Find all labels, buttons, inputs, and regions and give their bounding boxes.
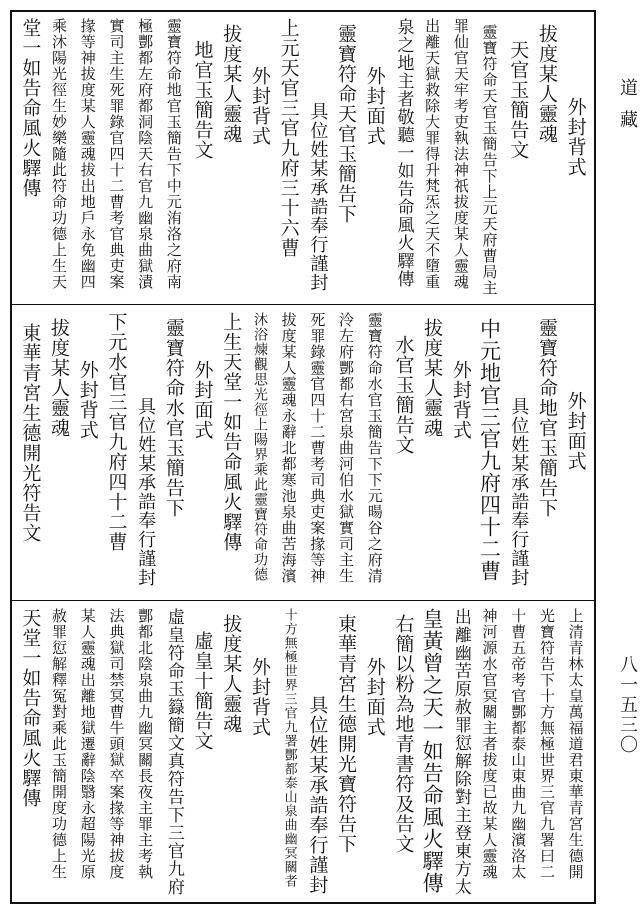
text-column: 具位姓某承誥奉行謹封 <box>306 695 329 895</box>
text-column: 掾等神拔度某人靈魂拔出地戶永免幽四 <box>78 18 97 290</box>
text-column: 拔度某人靈魂 <box>220 23 243 144</box>
text-column: 水官玉簡告文 <box>392 334 415 455</box>
text-column: 酆都北陰泉曲九幽冥關長夜主罪主考執 <box>136 608 155 880</box>
text-column: 死罪錄靈官四十二曹考司典吏案掾等神 <box>308 312 327 584</box>
text-column: 皇黃曾之天一如告命風火驛傳 <box>420 608 445 894</box>
text-column: 外封背式 <box>449 360 472 441</box>
text-column: 沐浴煉觀思光徑上陽界乘此靈寶符命功德 <box>251 312 268 582</box>
text-column: 靈寶符命水官玉簡告下下元暘谷之府清 <box>365 312 384 584</box>
text-column: 外封面式 <box>363 657 386 738</box>
text-column: 具位姓某承誥奉行謹封 <box>508 396 530 587</box>
text-column: 堂一如告命風火驛傳 <box>19 18 42 198</box>
text-column: 外封面式 <box>363 65 386 146</box>
text-column: 出離天獄救除大罪得升梵炁之天不墮重 <box>423 18 442 290</box>
text-column: 十方無極世界三官九署酆都泰山泉曲幽冥關者 <box>281 608 297 888</box>
text-column: 拔度某人靈魂 <box>48 317 71 438</box>
text-column: 上清青林太皇萬福道君東華青宮生德開 <box>566 608 585 880</box>
text-column: 十曹五帝考官酆都泰山東曲九幽濱洛太 <box>509 608 528 880</box>
text-column: 具位姓某承誥奉行謹封 <box>135 396 157 587</box>
text-column: 上元天官三官九府三十六曹 <box>277 18 300 258</box>
panel-divider <box>10 304 596 305</box>
text-panel-bottom <box>10 602 596 902</box>
text-column: 赦罪愆解釋冤對乘此玉簡開度功德上生 <box>50 608 69 880</box>
text-column: 外封背式 <box>76 360 99 441</box>
text-column: 拔度某人靈魂永辭北都寒池泉曲苦海濱 <box>279 312 298 584</box>
text-column: 地官玉簡告文 <box>191 40 214 161</box>
text-column: 上生天堂一如告命風火驛傳 <box>220 312 243 552</box>
text-column: 靈寶符命天官玉簡告下上元天府曹局主 <box>480 23 499 296</box>
text-column: 虛皇十簡告文 <box>191 631 214 752</box>
text-column: 泉之地主者敬聽一如告命風火驛傳 <box>393 18 414 288</box>
text-column: 外封面式 <box>564 391 587 472</box>
text-column: 罪仙官天牢考吏執法神祇拔度某人靈魂 <box>451 18 470 290</box>
text-column: 外封背式 <box>248 65 271 146</box>
text-column: 拔度某人靈魂 <box>535 23 558 144</box>
text-column: 下元水官三官九府四十二曹 <box>105 312 128 552</box>
text-column: 靈寶符命水官玉簡告下 <box>162 317 185 518</box>
panel-divider <box>10 600 596 601</box>
text-column: 極酆都左府都洞陰天右官九幽泉曲獄漬 <box>136 18 155 290</box>
text-column: 天堂一如告命風火驛傳 <box>19 608 42 808</box>
text-column: 靈寶符命地官玉簡告下 <box>535 317 558 518</box>
text-column: 中元地官三官九府四十二曹 <box>477 317 502 582</box>
text-column: 靈寶符命地官玉簡告下中元洧洛之府南 <box>164 18 183 290</box>
text-column: 右簡以粉為地青書符及告文 <box>392 613 415 854</box>
text-column: 法典獄司禁冥曹牛頭獄卒案掾等神拔度 <box>107 608 126 880</box>
text-column: 乘沐陽光徑生妙樂隨此符命功德上生天 <box>50 18 69 290</box>
text-column: 出離幽苦原赦罪愆解除對主登東方太 <box>450 608 471 896</box>
text-column: 具位姓某承誥奉行謹封 <box>307 102 329 293</box>
text-column: 拔度某人靈魂 <box>421 317 444 438</box>
text-column: 外封背式 <box>564 96 587 177</box>
text-column: 外封背式 <box>248 657 271 738</box>
collection-name: 道藏 <box>617 78 638 142</box>
text-column: 實司主生死罪錄官四十二曹考官典吏案 <box>107 18 126 290</box>
text-panel-middle <box>10 306 596 599</box>
text-panel-top <box>10 12 596 303</box>
text-column: 泠左府酆都右宮泉曲河伯水獄實司主生 <box>337 312 356 584</box>
text-column: 東華青宮生德開光符告文 <box>19 323 42 544</box>
text-column: 天官玉簡告文 <box>507 40 530 161</box>
text-column: 光寶符告下十方無極世界三官九署曰二 <box>537 608 556 880</box>
text-column: 東華青宮生德開光寶符告下 <box>335 613 358 854</box>
text-column: 外封面式 <box>191 360 214 441</box>
text-column: 拔度某人靈魂 <box>220 613 243 734</box>
text-column: 某人靈魂出離地獄遷辭陰翳永超陽光原 <box>78 608 97 880</box>
page-number: 八一五三〇 <box>617 655 638 755</box>
text-column: 神河源水官冥關主者拔度已故某人靈魂 <box>480 608 499 880</box>
text-column: 虛皇符命玉籙簡文真符告下三官九府 <box>163 608 184 896</box>
text-column: 靈寶符命天官玉簡告下 <box>335 23 358 224</box>
